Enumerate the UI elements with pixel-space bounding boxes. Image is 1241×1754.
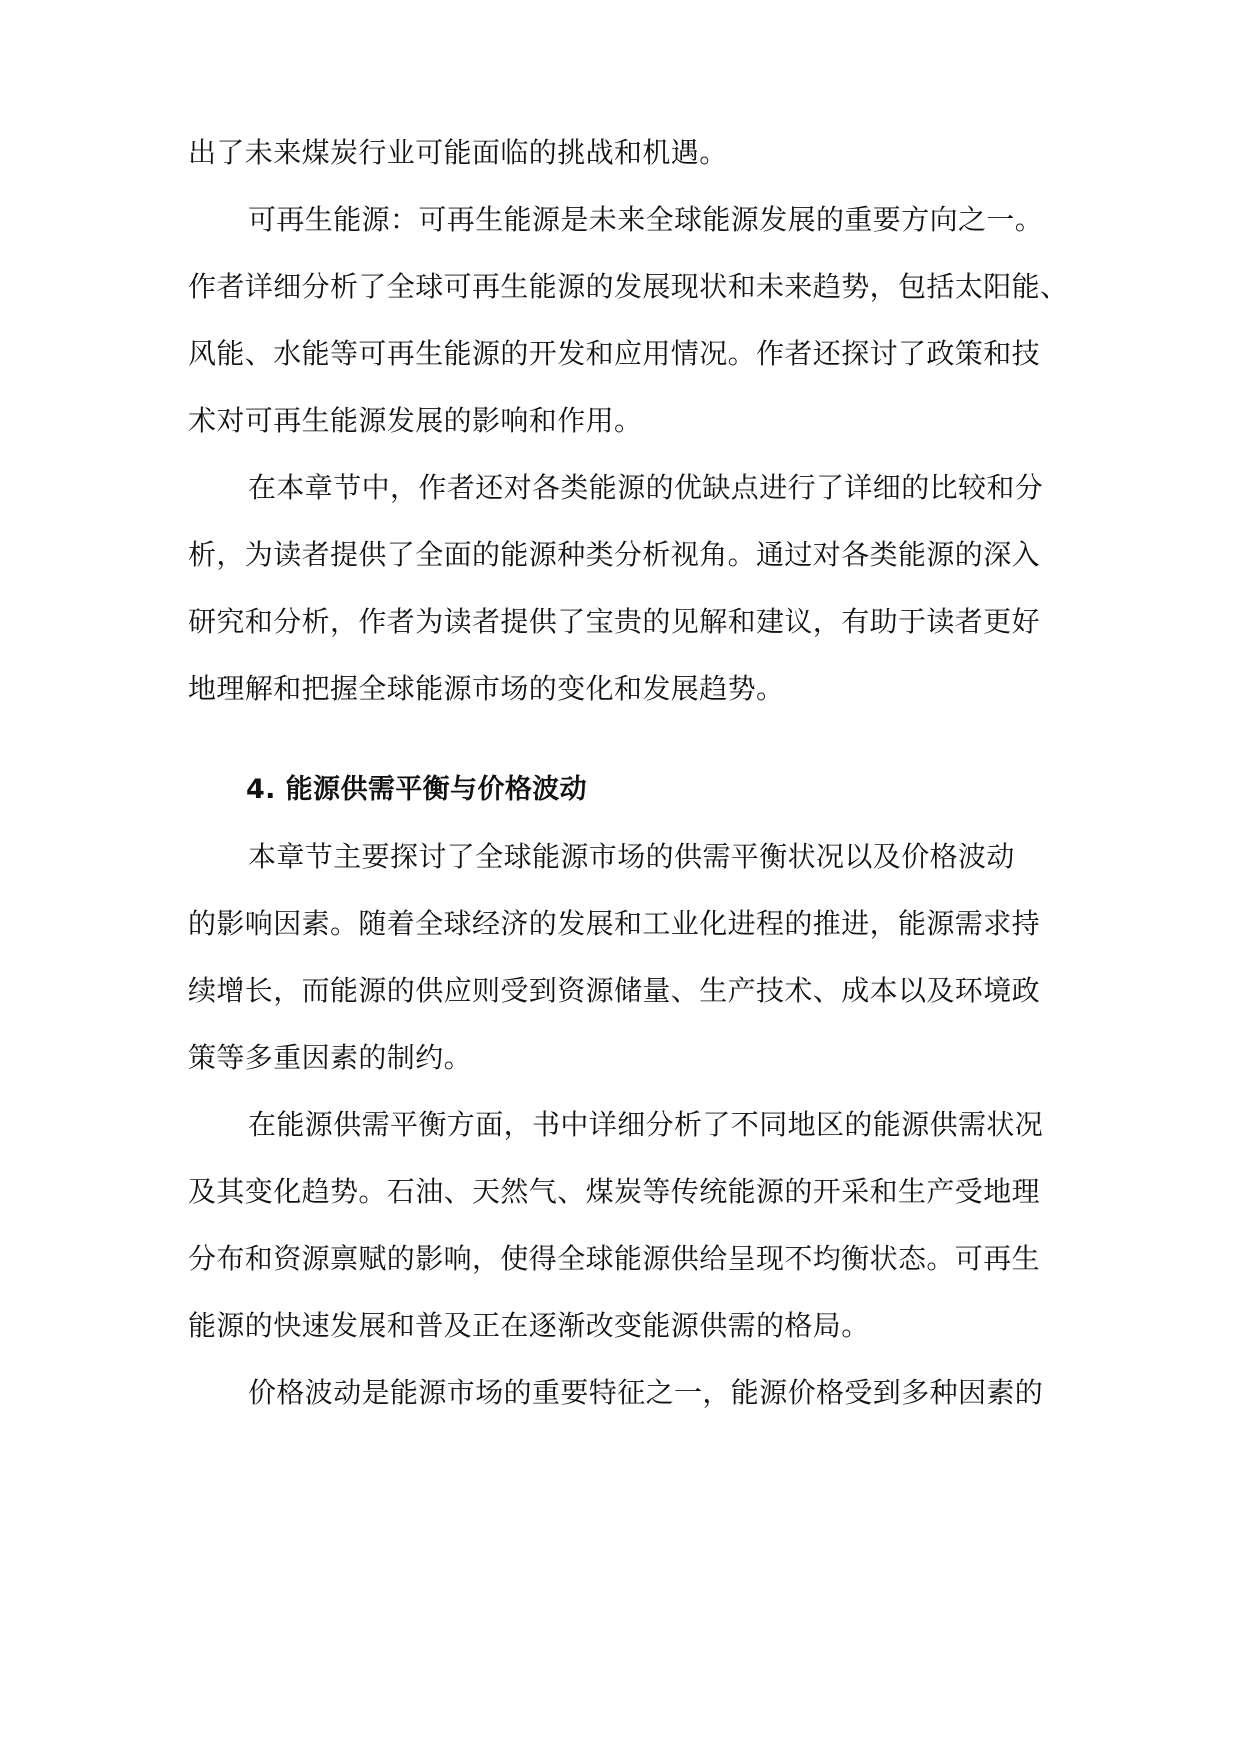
paragraph-line: 风能、水能等可再生能源的开发和应用情况。作者还探讨了政策和技 xyxy=(188,337,1041,370)
paragraph-line: 及其变化趋势。石油、天然气、煤炭等传统能源的开采和生产受地理 xyxy=(188,1175,1041,1208)
paragraph-line: 分布和资源禀赋的影响，使得全球能源供给呈现不均衡状态。可再生 xyxy=(188,1242,1041,1275)
paragraph-line: 续增长，而能源的供应则受到资源储量、生产技术、成本以及环境政 xyxy=(188,974,1041,1007)
paragraph-line: 在本章节中，作者还对各类能源的优缺点进行了详细的比较和分 xyxy=(248,471,1044,504)
paragraph-line: 本章节主要探讨了全球能源市场的供需平衡状况以及价格波动 xyxy=(248,840,1015,873)
paragraph-line: 在能源供需平衡方面，书中详细分析了不同地区的能源供需状况 xyxy=(248,1108,1044,1141)
paragraph-line: 地理解和把握全球能源市场的变化和发展趋势。 xyxy=(188,672,785,705)
paragraph-line: 可再生能源：可再生能源是未来全球能源发展的重要方向之一。 xyxy=(248,203,1044,236)
paragraph-line: 研究和分析，作者为读者提供了宝贵的见解和建议，有助于读者更好 xyxy=(188,605,1041,638)
paragraph-line: 作者详细分析了全球可再生能源的发展现状和未来趋势，包括太阳能、 xyxy=(188,270,1069,303)
paragraph-line: 价格波动是能源市场的重要特征之一，能源价格受到多种因素的 xyxy=(248,1376,1044,1409)
section-heading: 4. 能源供需平衡与价格波动 xyxy=(246,774,588,805)
paragraph-line: 策等多重因素的制约。 xyxy=(188,1041,473,1074)
paragraph-line: 能源的快速发展和普及正在逐渐改变能源供需的格局。 xyxy=(188,1309,870,1342)
paragraph-line: 的影响因素。随着全球经济的发展和工业化进程的推进，能源需求持 xyxy=(188,907,1041,940)
paragraph-line: 出了未来煤炭行业可能面临的挑战和机遇。 xyxy=(188,136,728,169)
paragraph-line: 术对可再生能源发展的影响和作用。 xyxy=(188,404,643,437)
paragraph-line: 析，为读者提供了全面的能源种类分析视角。通过对各类能源的深入 xyxy=(188,538,1041,571)
